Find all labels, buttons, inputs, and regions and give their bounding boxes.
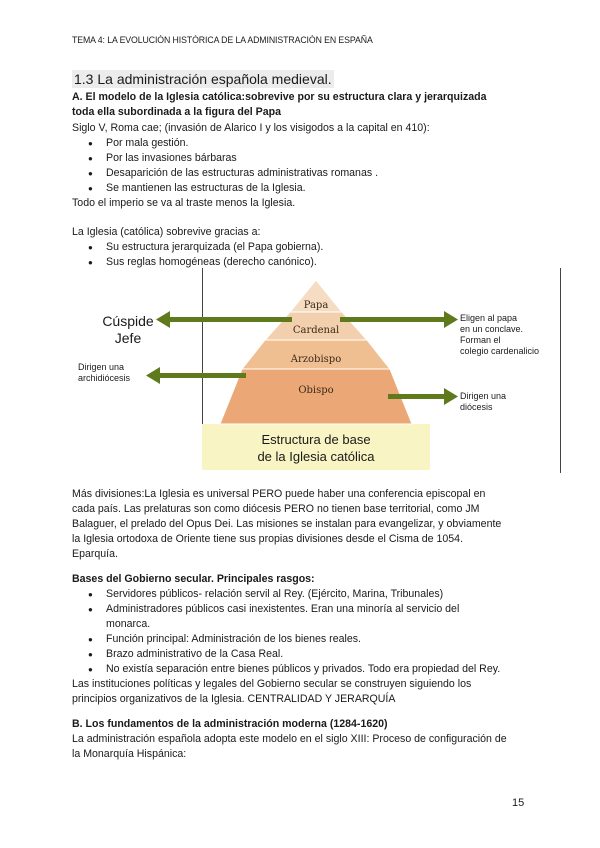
survives-list: [72, 240, 527, 270]
page-number: 15: [512, 797, 525, 809]
label-cuspide-jefe: Cúspide Jefe: [102, 313, 154, 346]
label-conclave: Eligen al papa en un conclave. Forman el colegio cardenalicio: [460, 313, 540, 356]
page-header: TEMA 4: LA EVOLUCIÓN HISTÓRICA DE LA ADMINISTRACIÓN EN ESPAÑA: [72, 35, 373, 46]
level-label-papa: Papa: [303, 300, 329, 311]
list-item: ● Su estructura jerarquizada (el Papa gobierna).: [72, 240, 527, 255]
divisiones-paragraph: Más divisiones:La Iglesia es universal PERO puede haber una conferencia episcopal en cada país. Las prelaturas son como diócesis PERO no tienen base territorial, como JM Balaguer, el prelado del Opus Dei. Las misiones se instalan para evangelizar, y obviamente la Iglesia ortodoxa de Oriente tiene sus propias divisiones desde el Cisma de 1054. Eparquía.: [72, 488, 502, 560]
causes-list: [72, 136, 527, 196]
arrow-left-top: [156, 311, 292, 328]
gobierno-secular-closing: Las instituciones políticas y legales del Gobierno secular se construyen siguiendo los principios organizativos de la Iglesia. CENTRALIDAD Y JERARQUÍA: [72, 678, 472, 705]
subsection-a-intro: Siglo V, Roma cae; (invasión de Alarico I y los visigodos a la capital en 410):: [72, 122, 430, 134]
pyramid-level-obispo: [220, 369, 412, 424]
list-item: ● Servidores públicos- relación servil al Rey. (Ejército, Marina, Tribunales): [72, 587, 527, 602]
level-label-cardenal: Cardenal: [292, 325, 340, 336]
conclusion-text: Todo el imperio se va al traste menos la Iglesia.: [72, 197, 296, 209]
list-item: ● Sus reglas homogéneas (derecho canónico).: [72, 255, 527, 270]
list-item: ● Por las invasiones bárbaras: [72, 151, 527, 166]
survives-intro: La Iglesia (católica) sobrevive gracias a:: [72, 226, 261, 238]
list-item: ● Función principal: Administración de los bienes reales.: [72, 632, 527, 647]
church-hierarchy-diagram: [72, 268, 562, 483]
arrow-right-top: [340, 311, 458, 328]
subsection-a-heading: A. El modelo de la Iglesia católica:sobrevive por su estructura clara y jerarquizada toda ella subordinada a la figura del Papa: [72, 91, 487, 118]
list-item: ● Brazo administrativo de la Casa Real.: [72, 647, 527, 662]
arrow-left-mid: [146, 367, 246, 384]
list-item: ● Por mala gestión.: [72, 136, 527, 151]
base-label: Estructura de base de la Iglesia católica: [257, 432, 375, 464]
subsection-b-heading: B. Los fundamentos de la administración moderna (1284-1620): [72, 718, 388, 730]
list-item: ● No existía separación entre bienes públicos y privados. Todo era propiedad del Rey.: [72, 662, 527, 677]
label-archidiocesis: Dirigen una archidiócesis: [78, 362, 131, 383]
gobierno-secular-heading: Bases del Gobierno secular. Principales rasgos:: [72, 573, 315, 585]
subsection-b-text: La administración española adopta este modelo en el siglo XIII: Proceso de configuración de la Monarquía Hispánica:: [72, 733, 507, 760]
gobierno-secular-list: [72, 587, 527, 677]
list-item: ● Se mantienen las estructuras de la Iglesia.: [72, 181, 527, 196]
list-item: ● Administradores públicos casi inexistentes. Eran una minoría al servicio del monarca.: [72, 602, 527, 632]
label-diocesis: Dirigen una diócesis: [460, 391, 507, 412]
section-title: 1.3 La administración española medieval.: [72, 70, 334, 88]
list-item: ● Desaparición de las estructuras administrativas romanas .: [72, 166, 527, 181]
level-label-obispo: Obispo: [298, 385, 334, 396]
level-label-arzobispo: Arzobispo: [290, 354, 342, 365]
